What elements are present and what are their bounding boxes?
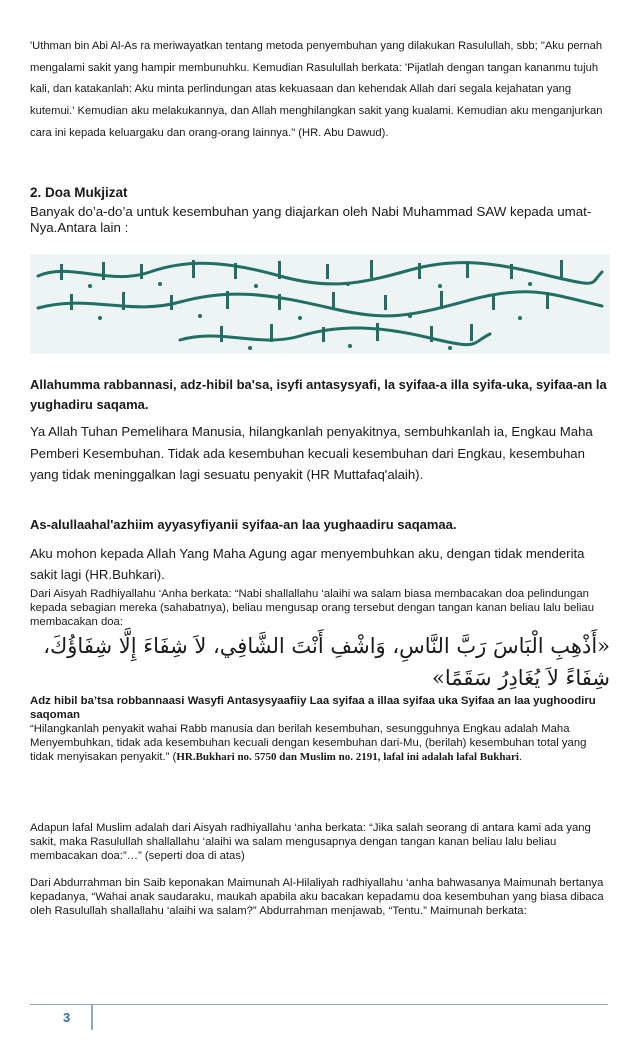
meaning-2: Aku mohon kepada Allah Yang Maha Agung agar menyembuhkan aku, dengan tidak menderita sakit lagi (HR.Buhkari). [30,546,585,582]
arabic-line-2: شِفَاءً لاَ يُغَادِرُ سَقَمًا» [432,666,610,690]
meaning-1: Ya Allah Tuhan Pemelihara Manusia, hilangkanlah penyakitnya, sembuhkanlah ia, Engkau Maha Pemberi Kesembuhan. Tidak ada kesembuhan kecuali kesembuhan dari Engkau, kesembuhan yang tidak meninggalkan lagi sesuatu penyakit (HR Muttafaq'alaih). [30,424,593,482]
arabic-line-1: «أَذْهِبِ الْبَاسَ رَبَّ النَّاسِ، وَاشْفِ أَنْتَ الشَّافِي، لاَ شِفَاءَ إِلَّا شِفَاؤُكَ، [43,634,610,658]
hadith-paragraph-2: Adapun lafal Muslim adalah dari Aisyah radhiyallahu ‘anha berkata: “Jika salah seorang di antara kami ada yang sakit, maka Rasulullah shallallahu ‘alaihi wa salam mengusapnya dengan tangan kanan beliau lalu beliau membacakan doa:”…” (seperti doa di atas) [30,822,591,862]
transliteration-1: Allahumma rabbannasi, adz-hibil ba'sa, isyfi antasysyafi, la syifaa-a illa syifa-uka, syifaa-an la yughadiru saqama. [30,377,607,412]
page-number: 3 [63,1010,71,1025]
meaning-3 [30,723,610,764]
hadith-paragraph-1: Dari Aisyah Radhiyallahu ‘Anha berkata: “Nabi shallallahu ‘alaihi wa salam biasa membacakan doa pelindungan kepada sebagian mereka (sahabatnya), beliau mengusap orang tersebut dengan tangan kanan beliau lalu beliau membacakan doa: [30,588,595,628]
meaning-3-text: “Hilangkanlah penyakit wahai Rabb manusia dan berilah kesembuhan, sesungguhnya Engkau adalah Maha Menyembuhkan, tidak ada kesembuhan kecuali dengan kesembuhan dari-Mu, (berilah) kesembuhan total yang tidak menyisakan penyakit.” ( [30,723,587,763]
footer-divider [91,1004,93,1030]
transliteration-2: As-alullaahal'azhiim ayyasyfiyanii syifaa-an laa yughaadiru saqamaa. [30,517,457,532]
hadith-paragraph-3: Dari Abdurrahman bin Saib keponakan Maimunah Al-Hilaliyah radhiyallahu ‘anha bahwasanya Maimunah bertanya kepadanya, “Wahai anak saudaraku, maukah apabila aku bacakan kepadamu doa kesembuhan yang biasa dibaca oleh Rasulullah shallallahu ‘alaihi wa salam?” Abdurrahman menjawab, “Tentu.” Maimunah berkata: [30,877,604,917]
lead-text: Banyak do’a-do’a untuk kesembuhan yang diajarkan oleh Nabi Muhammad SAW kepada umat-Nya.Antara lain : [30,204,592,235]
intro-paragraph: 'Uthman bin Abi Al-As ra meriwayatkan tentang metoda penyembuhan yang dilakukan Rasulullah, sbb; "Aku pernah mengalami sakit yang hampir membunuhku. Kemudian Rasulullah berkata: 'Pijatlah dengan tangan kananmu tujuh kali, dan katakanlah: Aku minta perlindungan atas kekuasaan dan kehendak Allah dari segala kejahatan yang kutemui.' Kemudian aku melakukannya, dan Allah menghilangkan sakit yang kualami. Kemudian aku menganjurkan cara ini kepada keluargaku dan orang-orang lainnya." (HR. Abu Dawud). [30,40,603,139]
transliteration-3: Adz hibil ba’tsa robbannaasi Wasyfi Antasysyaafiiy Laa syifaa a illaa syifaa uka Syifaa an laa yughoodiru saqoman [30,695,596,721]
section-heading: 2. Doa Mukjizat [30,185,128,200]
footer-rule [30,1004,608,1005]
arabic-prayer [30,630,610,694]
meaning-3-reference: HR.Bukhari no. 5750 dan Muslim no. 2191, lafal ini adalah lafal Bukhari [176,750,519,763]
meaning-3-end: . [518,750,523,763]
arabic-calligraphy-image [30,254,610,354]
